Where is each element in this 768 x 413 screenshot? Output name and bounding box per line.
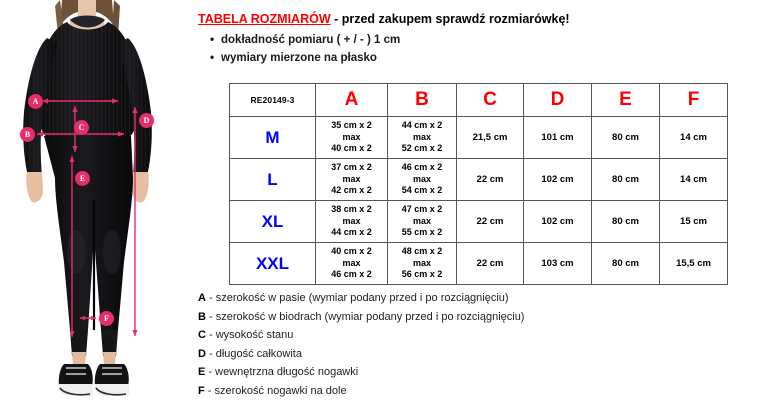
marker-label: A bbox=[32, 97, 39, 106]
measure-mid: max bbox=[412, 173, 431, 184]
measure-min: 47 cm x 2 bbox=[401, 204, 443, 215]
measurement-marker-b bbox=[20, 127, 35, 142]
measure-max: 42 cm x 2 bbox=[331, 185, 372, 196]
legend-key: C bbox=[198, 329, 206, 342]
measure-max: 54 cm x 2 bbox=[401, 185, 443, 196]
measure-a-cell bbox=[316, 159, 388, 201]
legend-row-b bbox=[198, 308, 524, 327]
note-item bbox=[210, 49, 400, 67]
legend-row-a bbox=[198, 289, 524, 308]
bullet-icon: • bbox=[210, 32, 215, 46]
measure-min: 46 cm x 2 bbox=[401, 162, 443, 173]
measure-c-cell: 22 cm bbox=[457, 243, 524, 285]
measure-mid: max bbox=[342, 215, 361, 226]
marker-label: B bbox=[24, 130, 31, 139]
table-row bbox=[230, 201, 728, 243]
measure-c-cell: 22 cm bbox=[457, 201, 524, 243]
table-row bbox=[230, 243, 728, 285]
measure-mid: max bbox=[412, 215, 431, 226]
measure-max: 56 cm x 2 bbox=[401, 269, 443, 280]
table-row bbox=[230, 117, 728, 159]
legend-text: - długość całkowita bbox=[205, 347, 302, 360]
size-chart-content bbox=[196, 0, 768, 413]
legend-row-e bbox=[198, 363, 524, 382]
measure-c-cell: 22 cm bbox=[457, 159, 524, 201]
measure-f-cell: 14 cm bbox=[660, 159, 728, 201]
marker-label: C bbox=[78, 123, 85, 132]
model-figure-illustration bbox=[0, 0, 190, 413]
measure-min: 38 cm x 2 bbox=[331, 204, 372, 215]
measure-min: 44 cm x 2 bbox=[401, 120, 443, 131]
marker-label: D bbox=[143, 116, 150, 125]
measure-min: 35 cm x 2 bbox=[331, 120, 372, 131]
table-header-row bbox=[230, 84, 728, 117]
model-photo-panel bbox=[0, 0, 190, 413]
bullet-icon: • bbox=[210, 50, 215, 64]
measure-b-cell bbox=[388, 117, 457, 159]
page-title-suffix: - przed zakupem sprawdź rozmiarówkę! bbox=[330, 12, 570, 26]
product-code-cell: RE20149-3 bbox=[230, 84, 316, 117]
measure-max: 46 cm x 2 bbox=[331, 269, 372, 280]
legend-key: D bbox=[198, 347, 206, 360]
measure-b-cell bbox=[388, 243, 457, 285]
note-item bbox=[210, 31, 400, 49]
measure-e-cell: 80 cm bbox=[592, 159, 660, 201]
measure-a-cell bbox=[316, 243, 388, 285]
marker-label: F bbox=[104, 314, 109, 323]
measurement-marker-d bbox=[139, 113, 154, 128]
column-header-b: B bbox=[388, 84, 457, 117]
measure-mid: max bbox=[342, 257, 361, 268]
measure-max: 52 cm x 2 bbox=[401, 143, 443, 154]
measurement-legend bbox=[198, 289, 524, 401]
measurement-marker-e bbox=[75, 171, 90, 186]
page-title bbox=[198, 12, 570, 26]
measurement-marker-c bbox=[74, 120, 89, 135]
column-header-e: E bbox=[592, 84, 660, 117]
size-table-container bbox=[229, 83, 727, 285]
legend-key: F bbox=[198, 384, 205, 397]
measure-min: 48 cm x 2 bbox=[401, 246, 443, 257]
legend-row-d bbox=[198, 345, 524, 364]
size-cell: M bbox=[230, 117, 316, 159]
page-title-main: TABELA ROZMIARÓW bbox=[198, 12, 331, 26]
legend-text: - wewnętrzna długość nogawki bbox=[205, 366, 359, 379]
measure-b-cell bbox=[388, 159, 457, 201]
column-header-a: A bbox=[316, 84, 388, 117]
measure-e-cell: 80 cm bbox=[592, 117, 660, 159]
measure-mid: max bbox=[412, 131, 431, 142]
measure-max: 40 cm x 2 bbox=[331, 143, 372, 154]
legend-key: E bbox=[198, 366, 206, 379]
legend-row-f bbox=[198, 382, 524, 401]
size-cell: XL bbox=[230, 201, 316, 243]
measure-d-cell: 102 cm bbox=[524, 201, 592, 243]
measure-mid: max bbox=[412, 257, 431, 268]
column-header-c: C bbox=[457, 84, 524, 117]
table-row bbox=[230, 159, 728, 201]
column-header-d: D bbox=[524, 84, 592, 117]
measure-e-cell: 80 cm bbox=[592, 243, 660, 285]
measure-f-cell: 15,5 cm bbox=[660, 243, 728, 285]
legend-text: - wysokość stanu bbox=[205, 329, 294, 342]
measure-d-cell: 102 cm bbox=[524, 159, 592, 201]
legend-text: - szerokość w biodrach (wymiar podany przed i po rozciągnięciu) bbox=[205, 310, 525, 323]
legend-key: B bbox=[198, 310, 206, 323]
legend-key: A bbox=[198, 292, 206, 304]
measure-f-cell: 15 cm bbox=[660, 201, 728, 243]
legend-text: - szerokość w pasie (wymiar podany przed i po rozciągnięciu) bbox=[205, 292, 509, 304]
size-cell: L bbox=[230, 159, 316, 201]
note-text: dokładność pomiaru ( + / - ) 1 cm bbox=[221, 34, 401, 46]
column-header-f: F bbox=[660, 84, 728, 117]
measure-b-cell bbox=[388, 201, 457, 243]
legend-row-c bbox=[198, 326, 524, 345]
measure-min: 37 cm x 2 bbox=[331, 162, 372, 173]
measure-d-cell: 103 cm bbox=[524, 243, 592, 285]
measurement-marker-f bbox=[99, 311, 114, 326]
measure-mid: max bbox=[342, 131, 361, 142]
measure-min: 40 cm x 2 bbox=[331, 246, 372, 257]
measure-a-cell bbox=[316, 117, 388, 159]
measure-mid: max bbox=[342, 173, 361, 184]
measure-c-cell: 21,5 cm bbox=[457, 117, 524, 159]
legend-text: - szerokość nogawki na dole bbox=[204, 384, 347, 397]
note-text: wymiary mierzone na płasko bbox=[221, 52, 377, 64]
measure-e-cell: 80 cm bbox=[592, 201, 660, 243]
measure-d-cell: 101 cm bbox=[524, 117, 592, 159]
measurement-marker-a bbox=[28, 94, 43, 109]
measurement-notes-list bbox=[210, 31, 400, 67]
size-table bbox=[229, 83, 728, 285]
size-cell: XXL bbox=[230, 243, 316, 285]
marker-label: E bbox=[79, 174, 86, 183]
measure-max: 55 cm x 2 bbox=[401, 227, 443, 238]
measure-a-cell bbox=[316, 201, 388, 243]
measure-max: 44 cm x 2 bbox=[331, 227, 372, 238]
measure-f-cell: 14 cm bbox=[660, 117, 728, 159]
